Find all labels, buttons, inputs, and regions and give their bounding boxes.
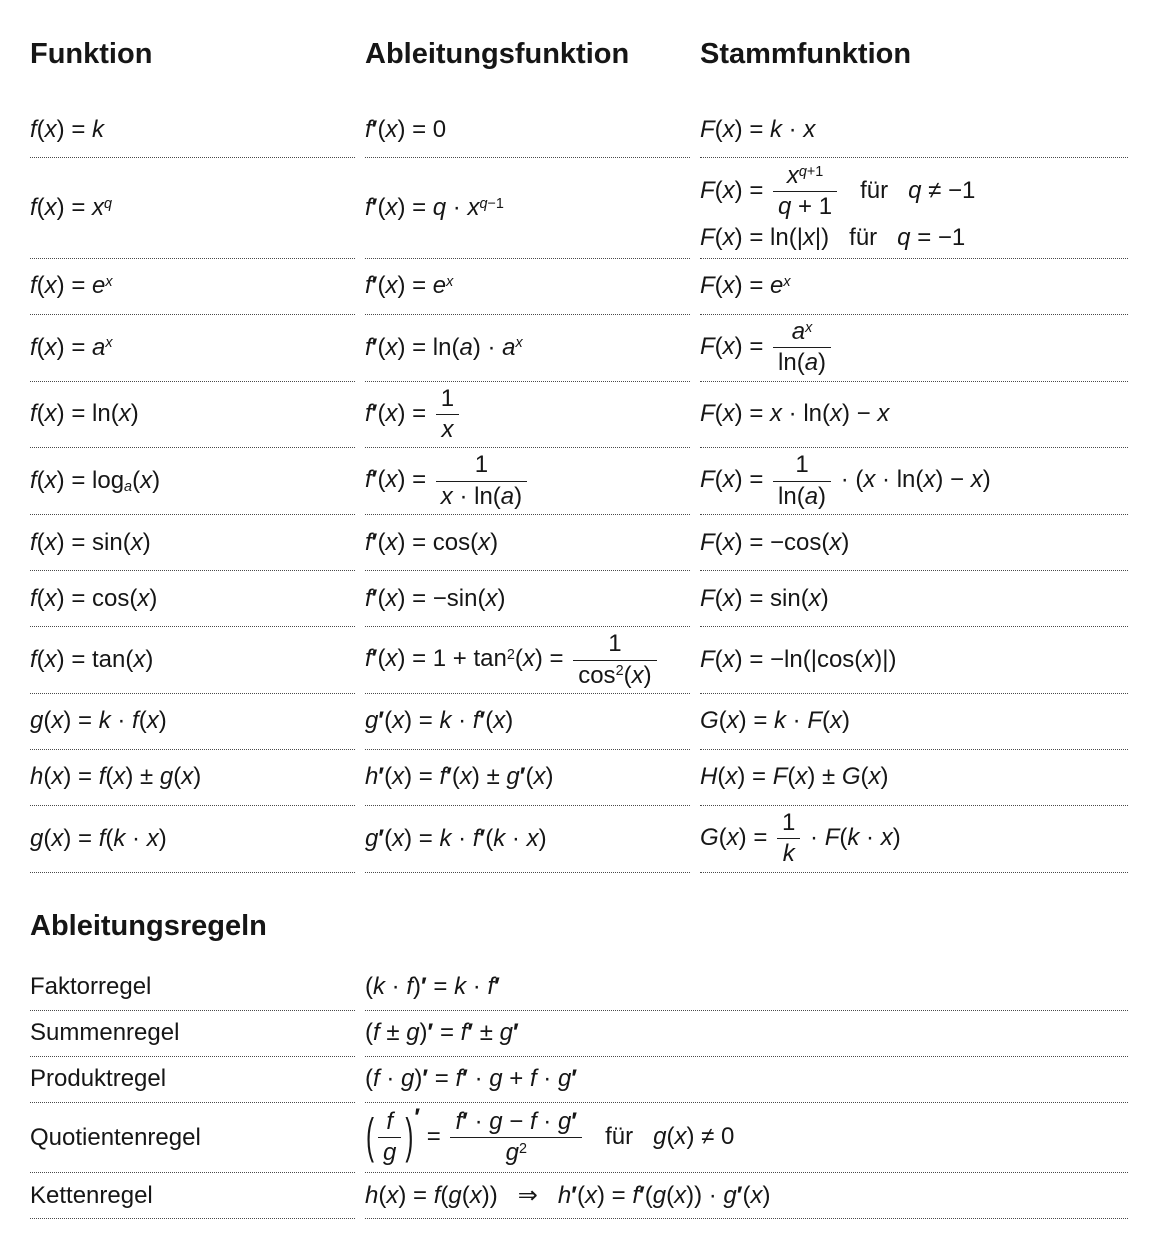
formula-ableitungsfunktion: h′(x) = f′(x) ± g′(x)	[365, 763, 554, 791]
cell-stammfunktion	[700, 694, 1128, 750]
formula-ableitungsfunktion: g′(x) = k · f′(x)	[365, 707, 514, 735]
formula-funktion: f(x) = ln(x)	[30, 400, 139, 428]
cell-stammfunktion	[700, 158, 1128, 259]
formula-funktion: $f(x) = a^x$	[30, 333, 113, 361]
cell-ableitungsfunktion	[365, 750, 690, 806]
formula-stammfunktion: F(x) = $\frac{1}{\ln(a)}$ · (x · ln(x) − x)	[700, 451, 991, 510]
rule-row	[30, 1011, 1128, 1057]
formula-stammfunktion: $F(x) = e^x$	[700, 272, 791, 300]
cell-stammfunktion	[700, 627, 1128, 694]
cell-stammfunktion	[700, 259, 1128, 315]
formula-ableitungsfunktion: f′(x) = 0	[365, 115, 447, 143]
cell-ableitungsfunktion	[365, 382, 690, 449]
rule-formula	[365, 1173, 1128, 1219]
formula-funktion: $f(x) = \log_a(x)$	[30, 467, 161, 496]
cell-ableitungsfunktion	[365, 571, 690, 627]
rule-name: Summenregel	[30, 1011, 355, 1057]
formula-rule: (f ± g)′ = f′ ± g′	[365, 1019, 519, 1047]
derivative-table-header	[30, 20, 1128, 102]
rule-row	[30, 965, 1128, 1011]
formula-funktion: $f(x) = e^x$	[30, 272, 113, 300]
derivative-table-row	[30, 627, 1128, 694]
cell-funktion	[30, 694, 355, 750]
rule-row	[30, 1057, 1128, 1103]
rule-formula	[365, 1057, 1128, 1103]
cell-funktion	[30, 515, 355, 571]
cell-ableitungsfunktion	[365, 627, 690, 694]
formula-funktion: f(x) = cos(x)	[30, 584, 158, 612]
rule-name: Produktregel	[30, 1057, 355, 1103]
cell-funktion	[30, 627, 355, 694]
cell-funktion	[30, 259, 355, 315]
cell-funktion	[30, 382, 355, 449]
derivative-table-row	[30, 515, 1128, 571]
formula-funktion: g(x) = k · f(x)	[30, 707, 167, 735]
formula-funktion: f(x) = sin(x)	[30, 528, 151, 556]
formula-stammfunktion: G(x) = $\frac{1}{k}$ · F(k · x)	[700, 808, 901, 868]
derivative-table-row	[30, 806, 1128, 873]
formula-ableitungsfunktion: f′(x) = cos(x)	[365, 528, 499, 556]
formula-funktion: h(x) = f(x) ± g(x)	[30, 763, 202, 791]
formula-stammfunktion: G(x) = k · F(x)	[700, 707, 851, 735]
rule-name: Faktorregel	[30, 965, 355, 1011]
derivative-table-row	[30, 694, 1128, 750]
derivative-table-row	[30, 382, 1128, 449]
cell-stammfunktion	[700, 806, 1128, 873]
rule-row	[30, 1103, 1128, 1174]
cell-ableitungsfunktion	[365, 806, 690, 873]
cell-ableitungsfunktion	[365, 259, 690, 315]
section-title-ableitungsregeln: Ableitungsregeln	[30, 909, 267, 942]
formula-stammfunktion: F(x) = $\frac{x^{q+1}}{q + 1}$ für q ≠ −1 F(x) = ln(|x|) für q = −1	[700, 162, 976, 251]
formula-rule: ( $\frac{f}{g}$ )′ = $\frac{f' \cdot g - f \cdot g'}{g^2}$ für g(x) ≠ 0	[366, 1103, 735, 1167]
formula-stammfunktion: F(x) = x · ln(x) − x	[700, 400, 890, 428]
derivative-table-row	[30, 259, 1128, 315]
cell-stammfunktion	[700, 571, 1128, 627]
cell-ableitungsfunktion	[365, 448, 690, 515]
formula-ableitungsfunktion: $f'(x) = 1 + \tan^2(x)$ = $\frac{1}{\cos^2(x)}$	[365, 631, 660, 689]
derivative-table-row	[30, 102, 1128, 158]
formula-stammfunktion: F(x) = −ln(|cos(x)|)	[700, 646, 897, 674]
cell-stammfunktion	[700, 382, 1128, 449]
cell-ableitungsfunktion	[365, 102, 690, 158]
formula-funktion: f(x) = tan(x)	[30, 646, 154, 674]
cell-ableitungsfunktion	[365, 315, 690, 382]
formula-stammfunktion: F(x) = k · x	[700, 115, 816, 143]
rule-row	[30, 1173, 1128, 1219]
derivative-table-row	[30, 315, 1128, 382]
cell-stammfunktion	[700, 315, 1128, 382]
formula-ableitungsfunktion: f′(x) = $\frac{1}{x \cdot \ln(a)}$	[365, 452, 530, 510]
rule-name: Kettenregel	[30, 1173, 355, 1219]
derivative-table-row	[30, 571, 1128, 627]
formula-ableitungsfunktion: $f'(x) = e^x$	[365, 272, 454, 300]
cell-stammfunktion	[700, 750, 1128, 806]
formula-ableitungsfunktion: $f'(x) = \ln(a) \cdot a^x$	[365, 333, 523, 361]
formula-stammfunktion: F(x) = sin(x)	[700, 584, 829, 612]
column-header-stammfunktion: Stammfunktion	[700, 38, 912, 70]
formula-stammfunktion: H(x) = F(x) ± G(x)	[700, 763, 889, 791]
cell-funktion	[30, 158, 355, 259]
formula-funktion: g(x) = f(k · x)	[30, 824, 167, 852]
cell-funktion	[30, 571, 355, 627]
rule-formula	[365, 965, 1128, 1011]
formula-ableitungsfunktion: $f'(x) = q \cdot x^{q-1}$	[365, 193, 504, 221]
formula-stammfunktion: F(x) = −cos(x)	[700, 528, 850, 556]
cell-stammfunktion	[700, 102, 1128, 158]
cell-stammfunktion	[700, 448, 1128, 515]
derivative-table-row	[30, 750, 1128, 806]
rules-table	[30, 965, 1128, 1220]
column-header-funktion: Funktion	[30, 38, 153, 70]
cell-funktion	[30, 750, 355, 806]
cell-funktion	[30, 315, 355, 382]
cell-funktion	[30, 806, 355, 873]
derivative-table	[30, 20, 1128, 873]
cell-ableitungsfunktion	[365, 158, 690, 259]
derivative-table-row	[30, 448, 1128, 515]
formula-funktion: f(x) = k	[30, 115, 105, 143]
rule-formula	[365, 1011, 1128, 1057]
rule-formula	[365, 1103, 1128, 1174]
rule-name: Quotientenregel	[30, 1103, 355, 1174]
formula-rule: (k · f)′ = k · f′	[365, 973, 500, 1001]
formula-ableitungsfunktion: f′(x) = $\frac{1}{x}$	[365, 386, 462, 444]
cell-funktion	[30, 448, 355, 515]
cell-ableitungsfunktion	[365, 515, 690, 571]
formula-ableitungsfunktion: f′(x) = −sin(x)	[365, 584, 506, 612]
cell-ableitungsfunktion	[365, 694, 690, 750]
formula-rule: (f · g)′ = f′ · g + f · g′	[365, 1065, 578, 1093]
cell-stammfunktion	[700, 515, 1128, 571]
column-header-ableitungsfunktion: Ableitungsfunktion	[365, 38, 630, 70]
formula-rule: h(x) = f(g(x)) ⇒ h′(x) = f′(g(x)) · g′(x)	[365, 1181, 771, 1209]
cell-funktion	[30, 102, 355, 158]
formula-ableitungsfunktion: g′(x) = k · f′(k · x)	[365, 824, 547, 852]
formula-stammfunktion: F(x) = $\frac{a^x}{\ln(a)}$	[700, 319, 834, 377]
derivative-table-row	[30, 158, 1128, 259]
formula-funktion: $f(x) = x^q$	[30, 193, 113, 221]
